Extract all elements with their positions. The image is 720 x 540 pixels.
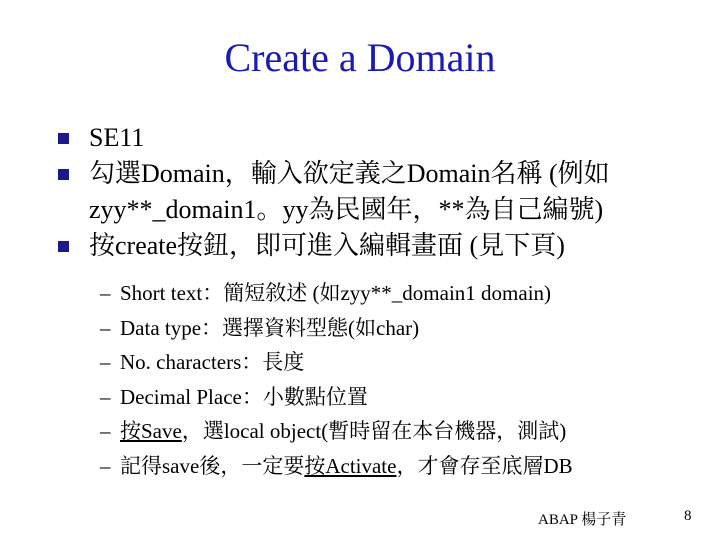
dash-bullet-icon: – — [100, 315, 111, 340]
square-bullet-icon — [58, 133, 69, 144]
slide-title: Create a Domain — [224, 35, 496, 80]
page-number: 8 — [684, 508, 692, 524]
sub-bullet-item — [100, 380, 700, 415]
sub-bullet-text-pre: 記得save後，一定要 — [120, 453, 305, 478]
bullet-text: SE11 — [89, 123, 145, 152]
sub-bullet-text-post: ，才會存至底層DB — [396, 453, 573, 478]
sub-bullet-text: Decimal Place：小數點位置 — [120, 384, 368, 409]
sub-bullet-text: Short text：簡短敘述 (如zyy**_domain1 domain) — [120, 281, 552, 305]
footer-text: ABAP 楊子青 — [538, 512, 627, 528]
sub-bullet-item — [100, 345, 700, 380]
bullet-item — [58, 156, 698, 228]
sub-bullet-text: No. characters：長度 — [120, 350, 305, 374]
bullet-list — [58, 120, 698, 264]
sub-bullet-text: Data type：選擇資料型態(如char) — [120, 315, 420, 340]
bullet-text-line1: 勾選Domain，輸入欲定義之Domain名稱 (例如 — [89, 159, 610, 188]
save-button-reference: 按Save — [120, 419, 182, 443]
square-bullet-icon — [58, 241, 69, 252]
dash-bullet-icon: – — [100, 384, 111, 409]
dash-bullet-icon: – — [100, 350, 111, 374]
bullet-text-line2: zyy**_domain1。yy為民國年，**為自己編號) — [89, 195, 604, 224]
sub-bullet-text-post: ，選local object(暫時留在本台機器，測試) — [181, 419, 567, 443]
bullet-item — [58, 228, 698, 264]
activate-button-reference: 按Activate — [304, 453, 397, 478]
sub-bullet-item — [100, 311, 700, 346]
sub-bullet-item — [100, 414, 700, 449]
bullet-text: 按create按鈕，即可進入編輯畫面 (見下頁) — [89, 231, 565, 260]
dash-bullet-icon: – — [100, 419, 111, 443]
dash-bullet-icon: – — [100, 453, 111, 478]
sub-bullet-list — [100, 276, 700, 483]
sub-bullet-item — [100, 276, 700, 311]
sub-bullet-item — [100, 449, 700, 484]
square-bullet-icon — [58, 169, 69, 180]
dash-bullet-icon: – — [100, 281, 111, 305]
bullet-item — [58, 120, 698, 156]
